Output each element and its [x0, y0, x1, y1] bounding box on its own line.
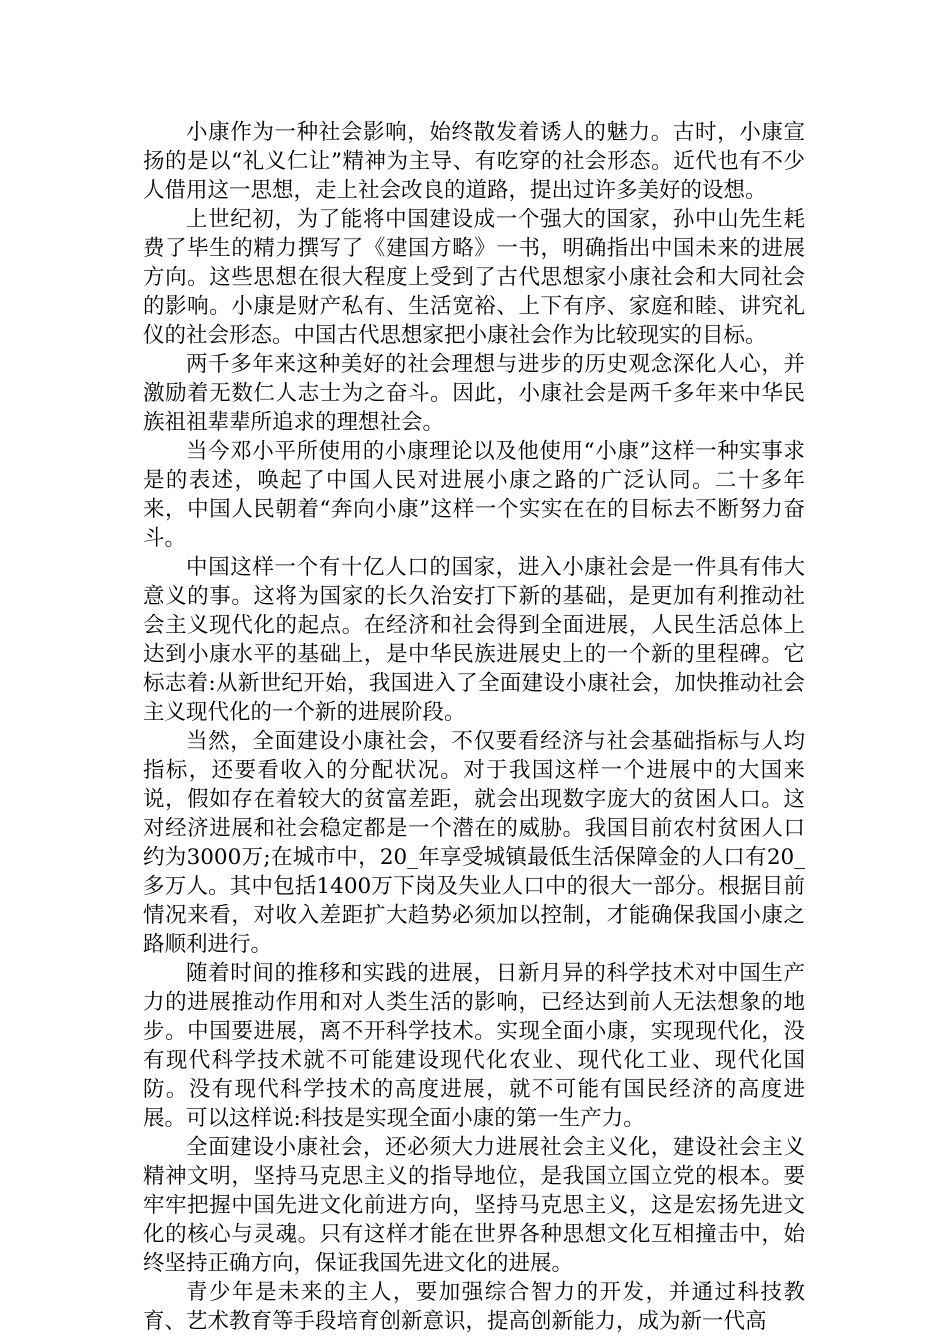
paragraph: 上世纪初，为了能将中国建设成一个强大的国家，孙中山先生耗费了毕生的精力撰写了《建国方略》一书，明确指出中国未来的进展方向。这些思想在很大程度上受到了古代思想家小康社会和大同社会的影响。小康是财产私有、生活宽裕、上下有序、家庭和睦、讲究礼仪的社会形态。中国古代思想家把小康社会作为比较现实的目标。 [143, 207, 805, 348]
document-body [143, 118, 805, 1336]
paragraph: 全面建设小康社会，还必须大力进展社会主义化，建设社会主义精神文明，坚持马克思主义的指导地位，是我国立国立党的根本。要牢牢把握中国先进文化前进方向，坚持马克思主义，这是宏扬先进文化的核心与灵魂。只有这样才能在世界各种思想文化互相撞击中，始终坚持正确方向，保证我国先进文化的进展。 [143, 1135, 805, 1276]
paragraph: 随着时间的推移和实践的进展，日新月异的科学技术对中国生产力的进展推动作用和对人类生活的影响，已经达到前人无法想象的地步。中国要进展，离不开科学技术。实现全面小康，实现现代化，没有现代科学技术就不可能建设现代化农业、现代化工业、现代化国防。没有现代科学技术的高度进展，就不可能有国民经济的高度进展。可以这样说:科技是实现全面小康的第一生产力。 [143, 961, 805, 1131]
paragraph: 青少年是未来的主人，要加强综合智力的开发，并通过科技教育、艺术教育等手段培育创新意识，提高创新能力，成为新一代高 [143, 1280, 805, 1334]
paragraph: 中国这样一个有十亿人口的国家，进入小康社会是一件具有伟大意义的事。这将为国家的长久治安打下新的基础，是更加有利推动社会主义现代化的起点。在经济和社会得到全面进展，人民生活总体上达到小康水平的基础上，是中华民族进展史上的一个新的里程碑。它标志着:从新世纪开始，我国进入了全面建设小康社会，加快推动社会主义现代化的一个新的进展阶段。 [143, 555, 805, 725]
paragraph: 两千多年来这种美好的社会理想与进步的历史观念深化人心，并激励着无数仁人志士为之奋斗。因此，小康社会是两千多年来中华民族祖祖辈辈所追求的理想社会。 [143, 352, 805, 435]
paragraph: 当今邓小平所使用的小康理论以及他使用“小康”这样一种实事求是的表述，唤起了中国人民对进展小康之路的广泛认同。二十多年来，中国人民朝着“奔向小康”这样一个实实在在的目标去不断努力奋斗。 [143, 439, 805, 551]
paragraph: 当然，全面建设小康社会，不仅要看经济与社会基础指标与人均指标，还要看收入的分配状况。对于我国这样一个进展中的大国来说，假如存在着较大的贫富差距，就会出现数字庞大的贫困人口。这对经济进展和社会稳定都是一个潜在的威胁。我国目前农村贫困人口约为3000万;在城市中，20_年享受城镇最低生活保障金的人口有20_多万人。其中包括1400万下岗及失业人口中的很大一部分。根据目前情况来看，对收入差距扩大趋势必须加以控制，才能确保我国小康之路顺利进行。 [143, 729, 805, 957]
paragraph: 小康作为一种社会影响，始终散发着诱人的魅力。古时，小康宣扬的是以“礼义仁让”精神为主导、有吃穿的社会形态。近代也有不少人借用这一思想，走上社会改良的道路，提出过许多美好的设想。 [143, 120, 805, 203]
